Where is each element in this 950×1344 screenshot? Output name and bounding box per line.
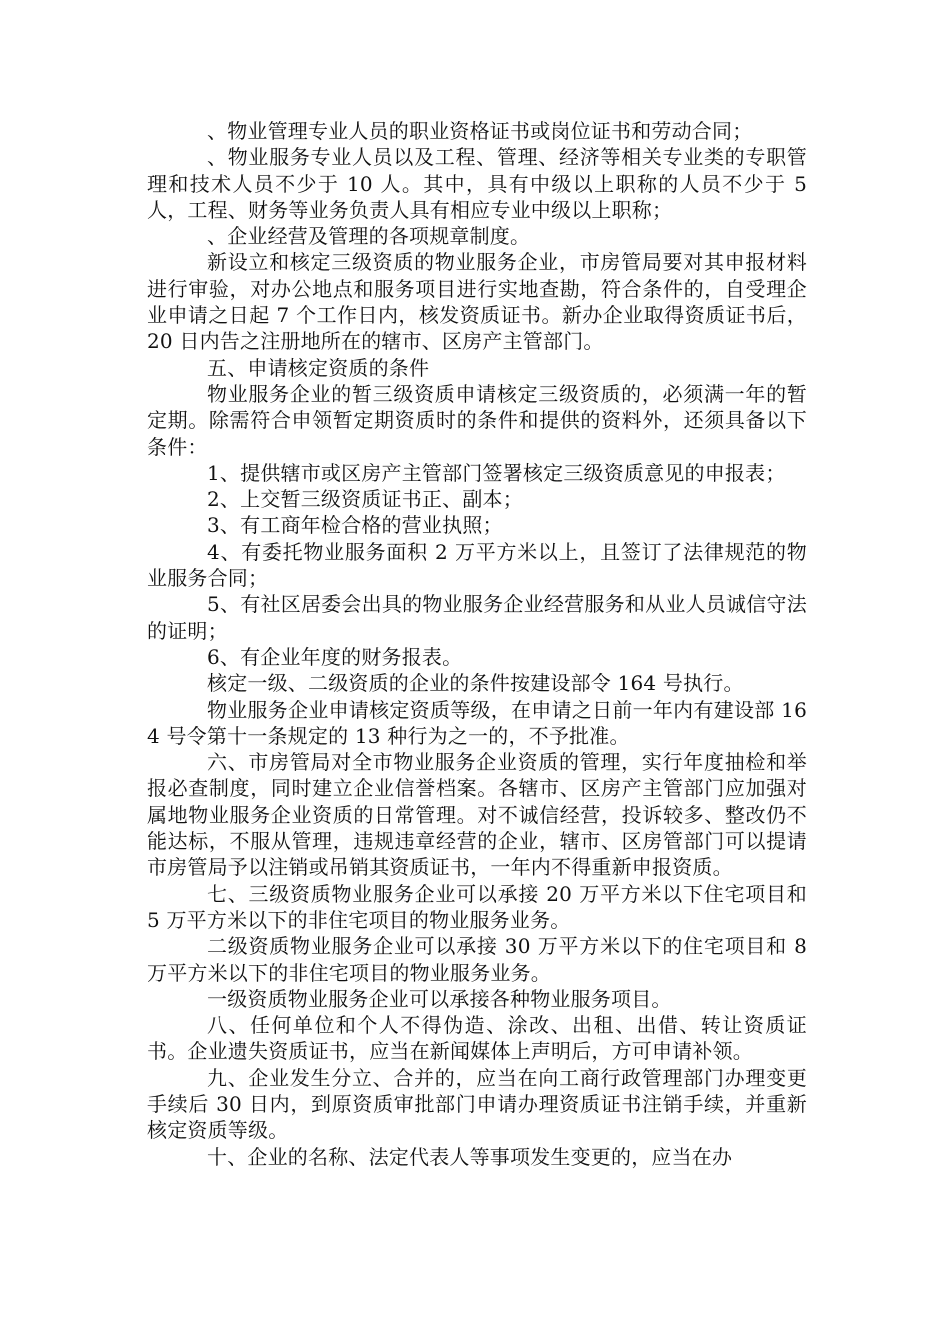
document-body <box>147 118 807 1170</box>
paragraph-3: 、企业经营及管理的各项规章制度。 <box>207 224 531 249</box>
section-heading-5: 五、申请核定资质的条件 <box>207 355 430 380</box>
list-item-3: 3、有工商年检合格的营业执照； <box>207 513 503 538</box>
paragraph-2: 、物业服务专业人员以及工程、管理、经济等相关专业类的专职管理和技术人员不少于 10 人。其中，具有中级以上职称的人员不少于 5 人，工程、财务等业务负责人具有相应专业中级以上职称； <box>147 145 807 222</box>
section-10-paragraph: 十、企业的名称、法定代表人等事项发生变更的，应当在办 <box>207 1144 733 1169</box>
paragraph-18: 一级资质物业服务企业可以承接各种物业服务项目。 <box>207 986 672 1011</box>
paragraph-1: 、物业管理专业人员的职业资格证书或岗位证书和劳动合同； <box>207 119 753 143</box>
section-6-paragraph: 六、市房管局对全市物业服务企业资质的管理，实行年度抽检和举报必查制度，同时建立企业信誉档案。各辖市、区房产主管部门应加强对属地物业服务企业资质的日常管理。对不诚信经营，投诉较多、整改仍不能达标，不服从管理，违规违章经营的企业，辖市、区房管部门可以提请市房管局予以注销或吊销其资质证书，一年内不得重新申报资质。 <box>147 750 807 880</box>
paragraph-6: 物业服务企业的暂三级资质申请核定三级资质的，必须满一年的暂定期。除需符合申领暂定期资质时的条件和提供的资料外，还须具备以下条件： <box>147 381 807 459</box>
paragraph-4: 新设立和核定三级资质的物业服务企业，市房管局要对其申报材料进行审验，对办公地点和服务项目进行实地查勘，符合条件的，自受理企业申请之日起 7 个工作日内，核发资质证书。新办企业取得资质证书后，20 日内告之注册地所在的辖市、区房产主管部门。 <box>147 250 807 354</box>
section-9-paragraph: 九、企业发生分立、合并的，应当在向工商行政管理部门办理变更手续后 30 日内，到原资质审批部门申请办理资质证书注销手续，并重新核定资质等级。 <box>147 1065 807 1143</box>
paragraph-17: 二级资质物业服务企业可以承接 30 万平方米以下的住宅项目和 8 万平方米以下的非住宅项目的物业服务业务。 <box>147 934 807 985</box>
section-7-paragraph: 七、三级资质物业服务企业可以承接 20 万平方米以下住宅项目和 5 万平方米以下的非住宅项目的物业服务业务。 <box>147 881 807 932</box>
list-item-2: 2、上交暂三级资质证书正、副本； <box>207 487 523 512</box>
list-item-1: 1、提供辖市或区房产主管部门签署核定三级资质意见的申报表； <box>207 460 786 485</box>
list-item-5: 5、有社区居委会出具的物业服务企业经营服务和从业人员诚信守法的证明； <box>147 592 807 643</box>
list-item-4: 4、有委托物业服务面积 2 万平方米以上，且签订了法律规范的物业服务合同； <box>147 539 807 591</box>
list-item-6: 6、有企业年度的财务报表。 <box>207 644 463 669</box>
paragraph-13: 核定一级、二级资质的企业的条件按建设部令 164 号执行。 <box>207 671 744 696</box>
paragraph-14: 物业服务企业申请核定资质等级，在申请之日前一年内有建设部 164 号令第十一条规定的 13 种行为之一的，不予批准。 <box>147 697 807 748</box>
section-8-paragraph: 八、任何单位和个人不得伪造、涂改、出租、出借、转让资质证书。企业遗失资质证书，应当在新闻媒体上声明后，方可申请补领。 <box>147 1013 807 1064</box>
